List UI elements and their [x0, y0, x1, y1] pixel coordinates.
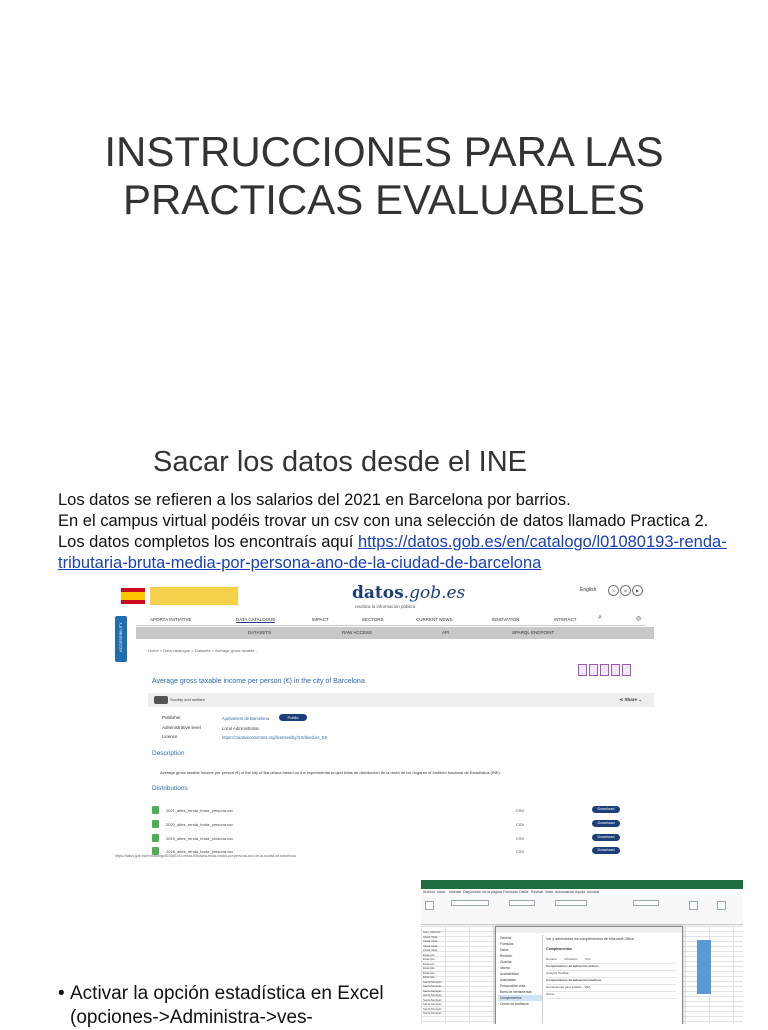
- options-item[interactable]: Personalizar cinta: [500, 984, 526, 988]
- styles-group[interactable]: [633, 900, 659, 906]
- menu-disposicion[interactable]: Disposición de la página: [463, 890, 502, 894]
- status-url: https://datos.gob.es/en/catalogo/l01080193-renda-tributaria-bruta-media-por-persona-ano-de-la-ciudad-de-barcelona: [115, 854, 296, 858]
- body-paragraph-2: En el campus virtual podéis trovar un csv con una selección de datos llamado Practica 2.: [58, 512, 709, 530]
- youtube-social-icon[interactable]: ▶: [632, 585, 643, 596]
- cell[interactable]: Sants-Montjuïc: [423, 1011, 442, 1015]
- cell[interactable]: Sants-Montjuïc: [423, 993, 442, 997]
- menu-datos[interactable]: Datos: [519, 890, 529, 894]
- number-format-select[interactable]: [555, 900, 587, 906]
- nav-interact[interactable]: INTERACT: [554, 617, 577, 622]
- cell[interactable]: Eixample: [423, 957, 435, 961]
- excel-titlebar: [421, 880, 743, 889]
- menu-archivo[interactable]: Archivo: [423, 890, 435, 894]
- format-icon[interactable]: [578, 664, 587, 676]
- category-label: Society and welfare: [170, 697, 205, 702]
- download-button[interactable]: Download: [592, 806, 620, 813]
- description-text: Average gross taxable income per person (€) in the city of Barcelona based on the experimental project Atlas de distribución de la renta de los hogares of Instituto Nacional de Estadística (INE).: [160, 770, 502, 775]
- meta-value-admin-level: Local Administration: [222, 726, 260, 731]
- menu-inicio[interactable]: Inicio: [437, 890, 446, 894]
- datos-logo-main: datos: [352, 583, 404, 603]
- format-icon[interactable]: [611, 664, 620, 676]
- menu-automatizar[interactable]: Automatizar: [555, 890, 575, 894]
- language-selector[interactable]: English: [580, 587, 597, 593]
- spain-flag-icon: [121, 588, 145, 604]
- main-nav: [136, 615, 646, 626]
- file-icon: [152, 820, 159, 828]
- table-row[interactable]: Solver: [546, 992, 676, 999]
- distribution-name: 2020_atles_renda_bruta_persona.csv: [166, 822, 234, 827]
- distribution-name: 2018_atles_renda_bruta_persona.csv: [166, 849, 234, 854]
- file-icon: [152, 806, 159, 814]
- bullet-item: [58, 982, 418, 1030]
- add-ins-icon[interactable]: [689, 901, 698, 910]
- options-item[interactable]: Guardar: [500, 960, 512, 964]
- table-row[interactable]: Complementos de aplicación activos: [546, 964, 676, 971]
- datos-tagline: reutiliza la información pública: [355, 604, 416, 609]
- download-button[interactable]: Download: [592, 834, 620, 841]
- cell[interactable]: Sants-Montjuïc: [423, 988, 442, 993]
- options-category-list: [498, 935, 543, 1023]
- user-icon[interactable]: ◎: [636, 616, 642, 622]
- nav-data-catalogue[interactable]: DATA CATALOGUE: [236, 617, 276, 622]
- bullet-line-2: [58, 1006, 418, 1030]
- table-row[interactable]: Herramientas para análisis - VBA: [546, 985, 676, 992]
- distribution-name: 2021_atles_renda_bruta_persona.csv: [166, 808, 234, 813]
- distribution-format: CSV: [516, 836, 525, 841]
- download-button[interactable]: Download: [592, 847, 620, 854]
- datos-logo[interactable]: [352, 583, 465, 603]
- distribution-format: CSV: [516, 849, 525, 854]
- x-social-icon[interactable]: 𝕏: [608, 585, 619, 596]
- dialog-header: [496, 927, 682, 933]
- menu-formulas[interactable]: Fórmulas: [503, 890, 518, 894]
- paste-icon[interactable]: [425, 901, 434, 910]
- menu-ayuda[interactable]: Ayuda: [575, 890, 586, 894]
- add-ins-section: Complementos: [546, 947, 572, 951]
- table-header: [546, 957, 676, 964]
- excel-ribbon: [421, 896, 743, 925]
- cell[interactable]: Sants-Montjuïc: [423, 1002, 442, 1006]
- bullet-line-1: • Activar la opción estadística en Excel: [58, 983, 384, 1004]
- slide-body: [58, 490, 758, 574]
- options-item-add-ins[interactable]: Complementos: [498, 995, 542, 1001]
- meta-value-licence[interactable]: https://creativecommons.org/licenses/by/4.0/deed.es_ES: [222, 735, 328, 740]
- people-icon: [154, 696, 168, 704]
- body-paragraph-3: [58, 532, 758, 574]
- bullet-text-2: (opciones->Administra->ves-: [70, 1007, 313, 1028]
- options-item[interactable]: Avanzadas: [500, 978, 516, 982]
- breadcrumb: Home > Data catalogue > Datasets > Average gross taxable...: [148, 648, 258, 653]
- options-item[interactable]: Datos: [500, 948, 509, 952]
- cell[interactable]: Sants-Montjuïc: [423, 979, 442, 984]
- description-title: Description: [152, 750, 185, 757]
- format-icon[interactable]: [600, 664, 609, 676]
- cell[interactable]: Sants-Montjuïc: [423, 997, 442, 1002]
- options-item[interactable]: Centro de confianza: [500, 1002, 529, 1006]
- dataset-heading: Average gross taxable income per person (€) in the city of Barcelona: [152, 678, 365, 685]
- district-column: [423, 930, 465, 1016]
- cell[interactable]: Ciutat Vella: [423, 943, 438, 948]
- nav-aporta[interactable]: APORTA INITIATIVE: [150, 617, 192, 622]
- cell[interactable]: Eixample: [423, 961, 435, 966]
- distribution-row: [152, 818, 632, 832]
- cell[interactable]: Ciutat Vella: [423, 939, 438, 943]
- excel-screenshot: [421, 880, 743, 1024]
- menu-acrobat[interactable]: Acrobat: [587, 890, 600, 894]
- slide-title: [0, 128, 768, 224]
- slide-title-line2: PRACTICAS EVALUABLES: [122, 176, 646, 223]
- body-paragraph-1: Los datos se refieren a los salarios del 2021 en Barcelona por barrios.: [58, 491, 571, 509]
- accessibility-tab[interactable]: [115, 616, 127, 662]
- align-buttons[interactable]: [509, 900, 535, 906]
- meta-value-publisher[interactable]: Ajuntament de Barcelona: [222, 716, 270, 721]
- share-label: Share: [624, 697, 637, 702]
- sub-nav: [136, 627, 654, 639]
- body-paragraph-3-prefix: Los datos completos los encontraís aquí: [58, 533, 358, 551]
- menu-vista[interactable]: Vista: [545, 890, 553, 894]
- cell[interactable]: Eixample: [423, 975, 435, 979]
- options-item[interactable]: Revisión: [500, 954, 513, 958]
- add-ins-panel: [546, 935, 678, 1023]
- cell[interactable]: Eixample: [423, 966, 435, 970]
- cell[interactable]: Eixample: [423, 952, 435, 957]
- search-icon[interactable]: ⌕: [598, 614, 602, 621]
- publish-pill[interactable]: Public: [279, 714, 307, 721]
- nav-current-news[interactable]: CURRENT NEWS: [416, 617, 453, 622]
- distribution-format: CSV: [516, 808, 525, 813]
- subnav-sparql[interactable]: SPARQL ENDPOINT: [512, 630, 555, 635]
- nav-sectors[interactable]: SECTORS: [362, 617, 384, 622]
- bullet-text-1: Activar la opción estadística en Excel: [70, 983, 384, 1004]
- menu-insertar[interactable]: Insertar: [449, 890, 462, 894]
- col-ubicacion: Ubicación: [564, 957, 578, 961]
- file-icon: [152, 834, 159, 842]
- col-nombre: Nombre: [546, 957, 557, 961]
- subnav-raw-access[interactable]: RAW ACCESS: [342, 630, 372, 635]
- format-icon[interactable]: [622, 664, 631, 676]
- cell[interactable]: Sants-Montjuïc: [423, 1006, 442, 1011]
- accessibility-tab-label: ACCESSIBILITY: [118, 622, 123, 652]
- slide-subtitle: Sacar los datos desde el INE: [153, 446, 527, 478]
- add-ins-title: Ver y administrar los complementos de Microsoft Office.: [546, 937, 635, 941]
- government-logo: [150, 587, 238, 605]
- excel-options-dialog: [495, 926, 683, 1024]
- share-button[interactable]: ⋖ Share ⌄: [619, 697, 642, 702]
- table-row[interactable]: Analysis ToolPak: [546, 971, 676, 978]
- cell[interactable]: Ciutat Vella: [423, 934, 438, 939]
- download-button[interactable]: Download: [592, 820, 620, 827]
- format-icons: [578, 664, 633, 678]
- subnav-api[interactable]: API: [442, 630, 450, 635]
- cell[interactable]: Ciutat Vella: [423, 948, 438, 952]
- format-icon[interactable]: [589, 664, 598, 676]
- cell[interactable]: Sants-Montjuïc: [423, 984, 442, 988]
- distributions-title: Distributions: [152, 785, 188, 792]
- category-bar: [148, 693, 654, 707]
- datos-logo-suffix: .gob.es: [403, 583, 466, 603]
- font-select[interactable]: [451, 900, 489, 906]
- subnav-datasets[interactable]: DATASETS: [248, 630, 272, 635]
- cell[interactable]: Eixample: [423, 970, 435, 975]
- options-item[interactable]: General: [500, 936, 512, 940]
- distribution-row: [152, 832, 632, 846]
- cell[interactable]: Nom_Districte: [423, 930, 441, 934]
- options-item[interactable]: Barra de herramientas: [500, 990, 532, 994]
- datos-gob-screenshot: [112, 578, 666, 860]
- meta-label-publisher: Publisher: [162, 715, 181, 720]
- nav-innovation[interactable]: INNOVATION: [492, 617, 520, 622]
- chart-bar: [697, 940, 711, 994]
- add-ins-table: [546, 957, 676, 999]
- col-tipo: Tipo: [584, 957, 591, 961]
- distribution-format: CSV: [516, 822, 525, 827]
- linkedin-social-icon[interactable]: in: [620, 585, 631, 596]
- slide-title-line1: INSTRUCCIONES PARA LAS: [104, 128, 664, 175]
- options-item[interactable]: Accesibilidad: [500, 972, 519, 976]
- table-row[interactable]: Complementos de aplicación inactivos: [546, 978, 676, 985]
- datos-gob-link[interactable]: https://datos.gob.es/en/catalogo/l01080193-renda-tributaria-bruta-media-por-persona-ano-de-la-ciudad-de-barcelona: [58, 533, 727, 572]
- options-item[interactable]: Fórmulas: [500, 942, 514, 946]
- meta-label-admin-level: Administrative level: [162, 725, 201, 730]
- meta-label-licence: Licence: [162, 734, 178, 739]
- distribution-name: 2019_atles_renda_bruta_persona.csv: [166, 836, 234, 841]
- options-item[interactable]: Idioma: [500, 966, 510, 970]
- distribution-row: [152, 804, 632, 818]
- menu-revisar[interactable]: Revisar: [531, 890, 544, 894]
- nav-impact[interactable]: IMPACT: [312, 617, 329, 622]
- acrobat-icon[interactable]: [717, 901, 726, 910]
